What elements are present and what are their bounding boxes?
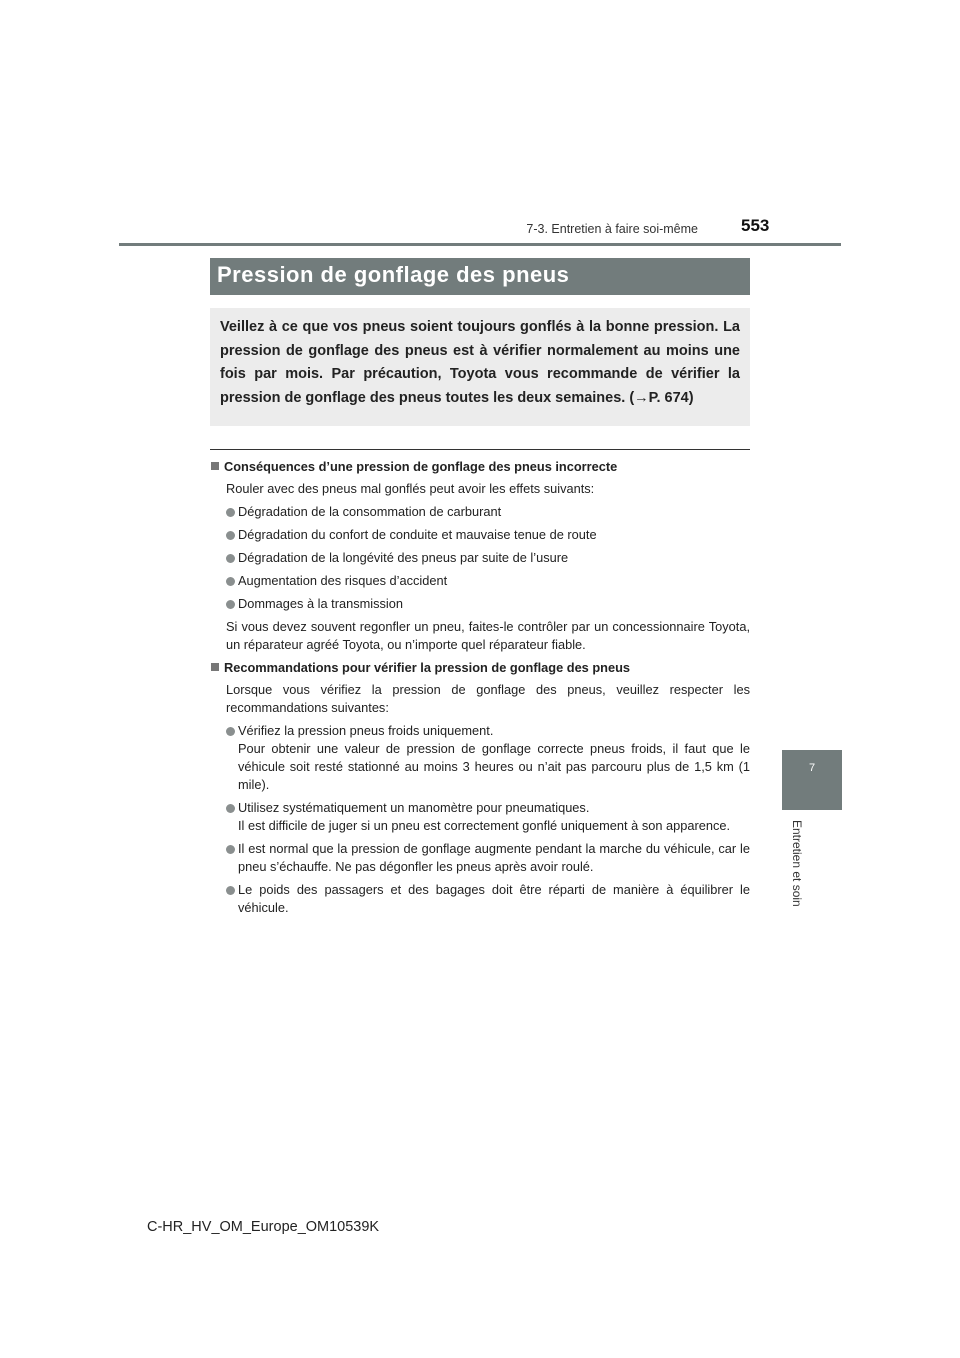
list-item-detail: Il est difficile de juger si un pneu est correctement gonflé uniquement à son apparence. [238, 818, 731, 833]
document-footer-id: C-HR_HV_OM_Europe_OM10539K [147, 1219, 380, 1235]
round-bullet-icon [226, 508, 235, 517]
header-rule [119, 243, 841, 246]
list-item [211, 549, 750, 567]
list-item [211, 799, 750, 835]
section-intro: Lorsque vous vérifiez la pression de gonflage des pneus, veuillez respecter les recommandations suivantes: [226, 682, 750, 715]
square-bullet-icon [211, 663, 219, 671]
round-bullet-icon [226, 886, 235, 895]
list-item [211, 572, 750, 590]
square-bullet-icon [211, 462, 219, 470]
main-content [211, 458, 750, 922]
list-item [211, 526, 750, 544]
round-bullet-icon [226, 804, 235, 813]
list-item-text: Dégradation de la longévité des pneus par suite de l’usure [238, 550, 569, 565]
round-bullet-icon [226, 600, 235, 609]
section-intro: Rouler avec des pneus mal gonflés peut avoir les effets suivants: [226, 481, 595, 496]
round-bullet-icon [226, 531, 235, 540]
list-item-text: Le poids des passagers et des bagages doit être réparti de manière à équilibrer le véhicule. [238, 882, 750, 915]
list-item [211, 840, 750, 876]
list-item-text: Vérifiez la pression pneus froids uniquement. [238, 723, 494, 738]
list-item-text: Dégradation de la consommation de carburant [238, 504, 502, 519]
running-header-section: 7-3. Entretien à faire soi-même [526, 222, 698, 236]
intro-box: Veillez à ce que vos pneus soient toujours gonflés à la bonne pression. La pression de gonflage des pneus est à vérifier normalement au moins une fois par mois. Par précaution, Toyota vous recommande de vérifier la pression de gonflage des pneus toutes les deux semaines. (→P. 674) [210, 308, 750, 426]
list-item [211, 722, 750, 794]
list-item [211, 595, 750, 613]
section-heading [211, 458, 750, 475]
section-note: Si vous devez souvent regonfler un pneu, faites-le contrôler par un concessionnaire Toyota, un réparateur agréé Toyota, ou n’importe quel réparateur fiable. [226, 619, 750, 652]
section-heading [211, 659, 750, 676]
list-item [211, 503, 750, 521]
section-heading-text: Recommandations pour vérifier la pression de gonflage des pneus [224, 660, 631, 675]
round-bullet-icon [226, 727, 235, 736]
section-heading-text: Conséquences d’une pression de gonflage des pneus incorrecte [224, 459, 618, 474]
page-number: 553 [741, 216, 770, 235]
round-bullet-icon [226, 577, 235, 586]
chapter-tab [782, 750, 842, 810]
list-item-text: Dégradation du confort de conduite et mauvaise tenue de route [238, 527, 597, 542]
list-item-text: Dommages à la transmission [238, 596, 403, 611]
list-item-text: Augmentation des risques d’accident [238, 573, 448, 588]
chapter-tab-label: Entretien et soin [790, 820, 804, 907]
round-bullet-icon [226, 554, 235, 563]
list-item-detail: Pour obtenir une valeur de pression de gonflage correcte pneus froids, il faut que le véhicule soit resté stationné au moins 3 heures ou n’ait pas parcouru plus de 1,5 km (1 mile). [238, 741, 750, 792]
list-item [211, 881, 750, 917]
round-bullet-icon [226, 845, 235, 854]
list-item-text: Il est normal que la pression de gonflage augmente pendant la marche du véhicule, car le pneu s’échauffe. Ne pas dégonfler les pneus après avoir roulé. [238, 841, 750, 874]
chapter-tab-number: 7 [808, 762, 816, 774]
page-title: Pression de gonflage des pneus [210, 258, 750, 295]
list-item-text: Utilisez systématiquement un manomètre pour pneumatiques. [238, 800, 590, 815]
section-divider [210, 449, 750, 450]
